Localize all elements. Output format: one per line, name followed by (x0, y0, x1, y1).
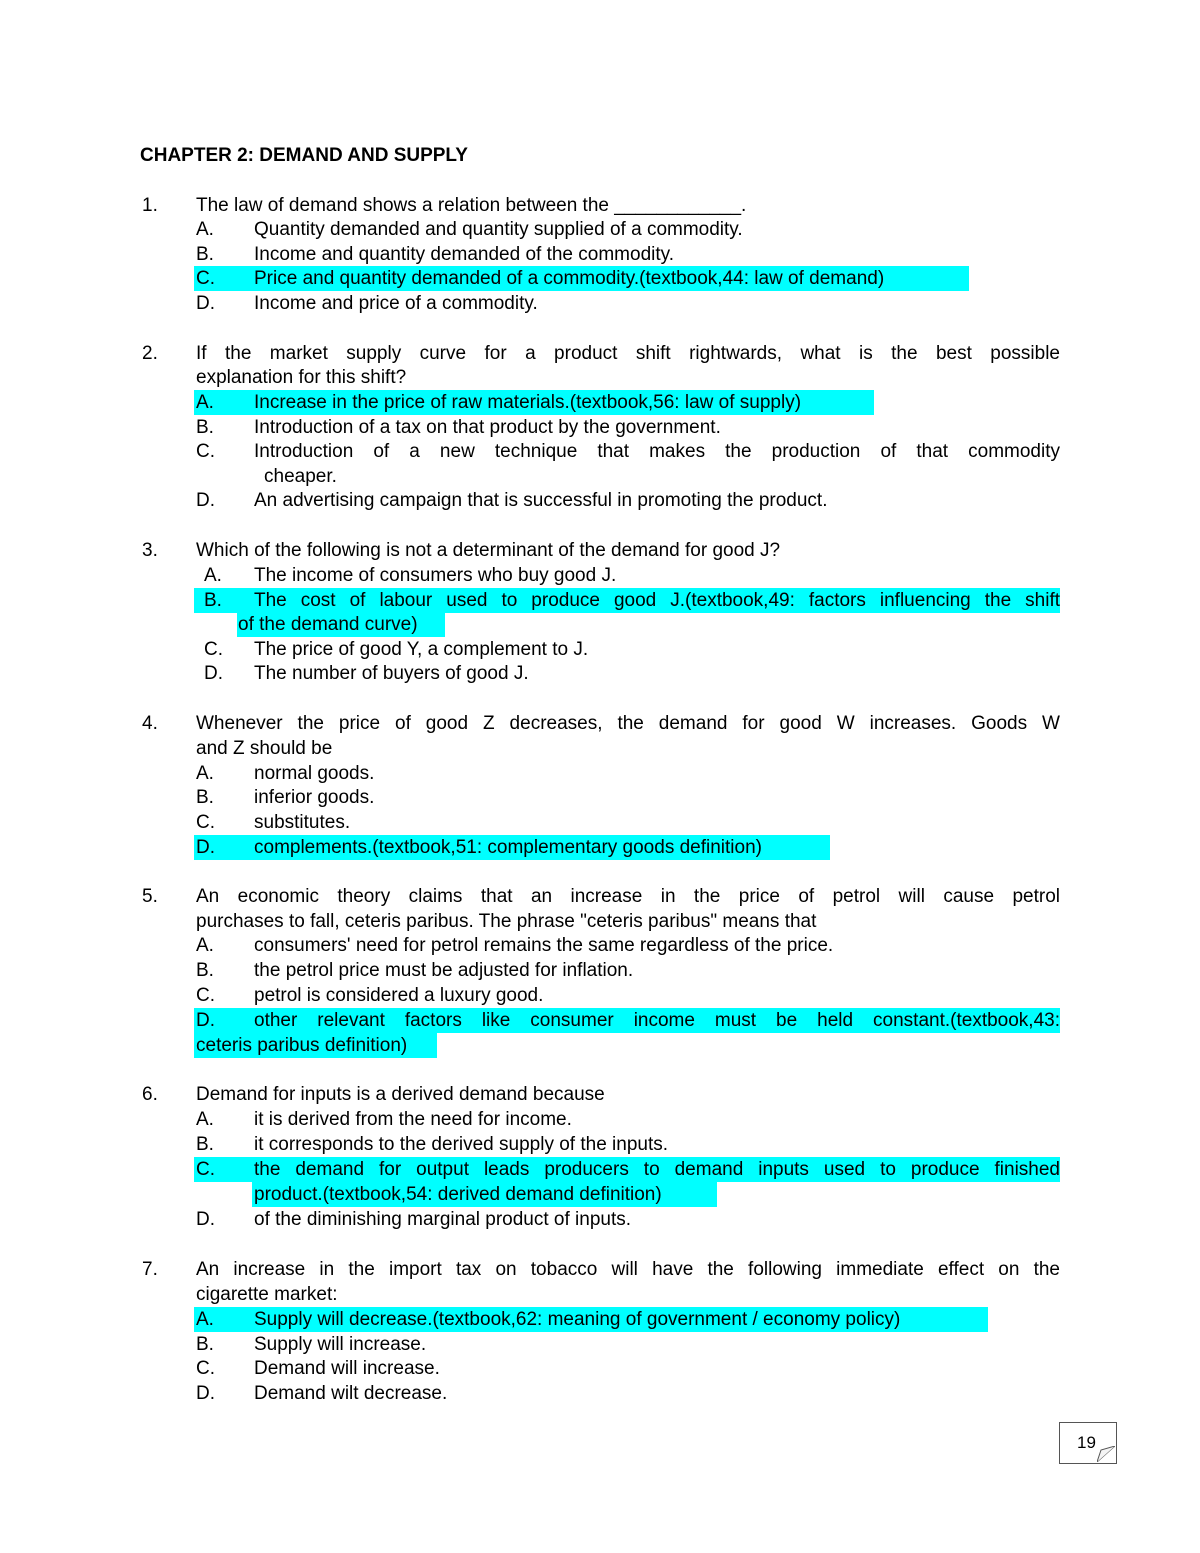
option-text-cont: cheaper. (264, 466, 337, 487)
option-letter: D. (196, 1010, 215, 1031)
option-letter: C. (196, 1159, 215, 1180)
option-letter: B. (196, 244, 214, 265)
option-letter: C. (196, 441, 215, 462)
option-letter: B. (204, 590, 222, 611)
question-text: An economic theory claims that an increase in the price of petrol will cause petrol (196, 886, 1060, 907)
option-letter: B. (196, 417, 214, 438)
correct-option-text: Supply will decrease.(textbook,62: meaning of government / economy policy) (254, 1309, 901, 1330)
option-letter: A. (196, 392, 214, 413)
option-text: it is derived from the need for income. (254, 1109, 572, 1130)
option-letter: B. (196, 960, 214, 981)
option-text: Demand wilt decrease. (254, 1383, 448, 1404)
option-text: Income and price of a commodity. (254, 293, 538, 314)
option-letter: B. (196, 1134, 214, 1155)
question-text: Demand for inputs is a derived demand because (196, 1084, 605, 1105)
option-text: Demand will increase. (254, 1358, 440, 1379)
option-letter: C. (196, 812, 215, 833)
option-text: it corresponds to the derived supply of the inputs. (254, 1134, 669, 1155)
question-text: Which of the following is not a determinant of the demand for good J? (196, 540, 781, 561)
option-letter: C. (196, 1358, 215, 1379)
option-letter: D. (196, 837, 215, 858)
option-text: An advertising campaign that is successful in promoting the product. (254, 490, 828, 511)
option-letter: A. (196, 1109, 214, 1130)
correct-option-text: Increase in the price of raw materials.(textbook,56: law of supply) (254, 392, 802, 413)
question-number: 2. (142, 343, 158, 364)
correct-option-text-cont: product.(textbook,54: derived demand definition) (254, 1184, 662, 1205)
option-text: petrol is considered a luxury good. (254, 985, 544, 1006)
question-number: 3. (142, 540, 158, 561)
page-curl-icon (1097, 1446, 1115, 1462)
option-text: The income of consumers who buy good J. (254, 565, 617, 586)
option-text: of the diminishing marginal product of inputs. (254, 1209, 632, 1230)
question-text-cont: purchases to fall, ceteris paribus. The phrase "ceteris paribus" means that (196, 911, 817, 932)
option-text: The number of buyers of good J. (254, 663, 529, 684)
option-letter: B. (196, 787, 214, 808)
option-letter: A. (196, 1309, 214, 1330)
option-letter: C. (196, 268, 215, 289)
question-text-cont: cigarette market: (196, 1284, 338, 1305)
correct-option-text-cont: ceteris paribus definition) (196, 1035, 408, 1056)
question-number: 5. (142, 886, 158, 907)
option-letter: D. (196, 1209, 215, 1230)
question-number: 1. (142, 195, 158, 216)
chapter-title: CHAPTER 2: DEMAND AND SUPPLY (140, 145, 468, 166)
option-text: inferior goods. (254, 787, 375, 808)
option-text: substitutes. (254, 812, 351, 833)
option-text: normal goods. (254, 763, 375, 784)
page-number: 19 (1077, 1433, 1096, 1452)
option-text: Introduction of a tax on that product by the government. (254, 417, 721, 438)
correct-option-text: the demand for output leads producers to demand inputs used to produce finished (254, 1159, 1060, 1180)
option-text: consumers' need for petrol remains the same regardless of the price. (254, 935, 834, 956)
question-text-cont: explanation for this shift? (196, 367, 407, 388)
correct-option-text-cont: of the demand curve) (238, 614, 418, 635)
question-text: The law of demand shows a relation between the ____________. (196, 195, 747, 216)
option-letter: C. (204, 639, 223, 660)
correct-option-text: Price and quantity demanded of a commodity.(textbook,44: law of demand) (254, 268, 885, 289)
option-text: Quantity demanded and quantity supplied of a commodity. (254, 219, 743, 240)
option-text: The price of good Y, a complement to J. (254, 639, 589, 660)
option-letter: D. (204, 663, 223, 684)
correct-option-text: other relevant factors like consumer income must be held constant.(textbook,43: (254, 1010, 1060, 1031)
option-letter: A. (196, 219, 214, 240)
option-text: Introduction of a new technique that makes the production of that commodity (254, 441, 1060, 462)
option-text: Income and quantity demanded of the commodity. (254, 244, 675, 265)
option-text: the petrol price must be adjusted for inflation. (254, 960, 634, 981)
correct-option-text: The cost of labour used to produce good J.(textbook,49: factors influencing the shift (254, 590, 1060, 611)
question-text: If the market supply curve for a product shift rightwards, what is the best possible (196, 343, 1060, 364)
question-text: Whenever the price of good Z decreases, the demand for good W increases. Goods W (196, 713, 1060, 734)
question-number: 7. (142, 1259, 158, 1280)
option-text: Supply will increase. (254, 1334, 427, 1355)
option-letter: C. (196, 985, 215, 1006)
option-letter: A. (196, 935, 214, 956)
correct-option-text: complements.(textbook,51: complementary goods definition) (254, 837, 762, 858)
question-text-cont: and Z should be (196, 738, 333, 759)
question-number: 6. (142, 1084, 158, 1105)
option-letter: D. (196, 293, 215, 314)
option-letter: D. (196, 490, 215, 511)
question-number: 4. (142, 713, 158, 734)
question-text: An increase in the import tax on tobacco will have the following immediate effect on the (196, 1259, 1060, 1280)
option-letter: B. (196, 1334, 214, 1355)
option-letter: A. (204, 565, 222, 586)
option-letter: A. (196, 763, 214, 784)
option-letter: D. (196, 1383, 215, 1404)
